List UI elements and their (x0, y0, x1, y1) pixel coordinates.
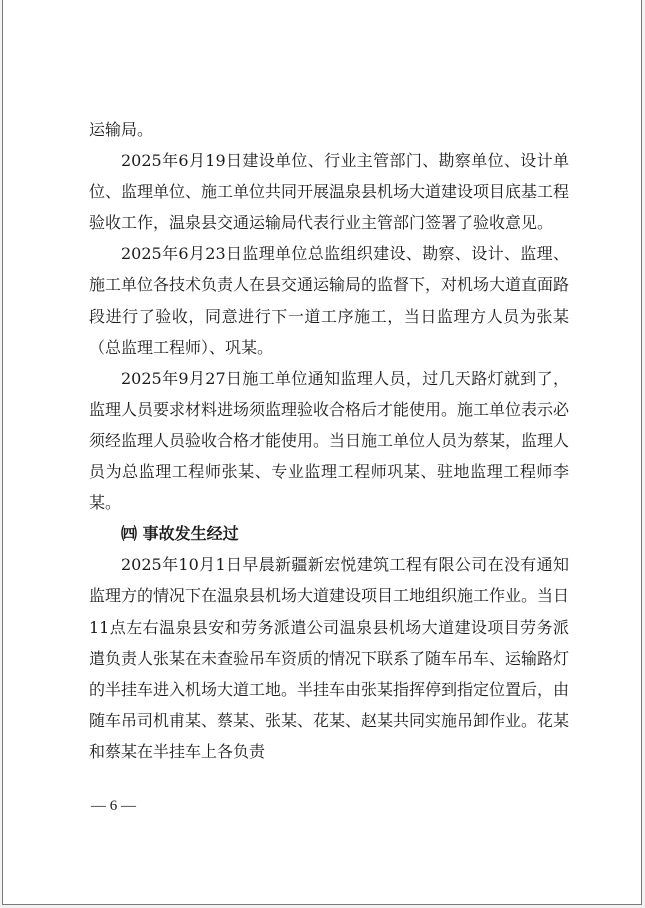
page-number: — 6 — (91, 798, 136, 814)
section-heading-accident-process: ㈣ 事故发生经过 (121, 524, 239, 544)
paragraph-june-23: 2025年6月23日监理单位总监组织建设、勘察、设计、监理、施工单位各技术负责人在县交通运输局的监督下，对机场大道直面路段进行了验收，同意进行下一道工序施工，当日监理方人员为张某（总监理工程师）、巩某。 (89, 244, 570, 357)
paragraph-continuation: 运输局。 (89, 120, 154, 139)
document-body (89, 114, 569, 767)
paragraph-sept-27: 2025年9月27日施工单位通知监理人员，过几天路灯就到了，监理人员要求材料进场须监理验收合格后才能使用。施工单位表示必须经监理人员验收合格才能使用。当日施工单位人员为蔡某，监理人员为总监理工程师张某、专业监理工程师巩某、驻地监理工程师李某。 (89, 368, 570, 513)
document-page (2, 0, 642, 905)
paragraph-oct-1: 2025年10月1日早晨新疆新宏悦建筑工程有限公司在没有通知监理方的情况下在温泉县机场大道建设项目工地组织施工作业。当日11点左右温泉县安和劳务派遣公司温泉县机场大道建设项目劳务派遣负责人张某在未查验吊车资质的情况下联系了随车吊车、运输路灯的半挂车进入机场大道工地。半挂车由张某指挥停到指定位置后，由随车吊司机甫某、蔡某、张某、花某、赵某共同实施吊卸作业。花某和蔡某在半挂车上各负责 (89, 555, 570, 761)
paragraph-june-19: 2025年6月19日建设单位、行业主管部门、勘察单位、设计单位、监理单位、施工单位共同开展温泉县机场大道建设项目底基工程验收工作，温泉县交通运输局代表行业主管部门签署了验收意见。 (89, 151, 570, 233)
